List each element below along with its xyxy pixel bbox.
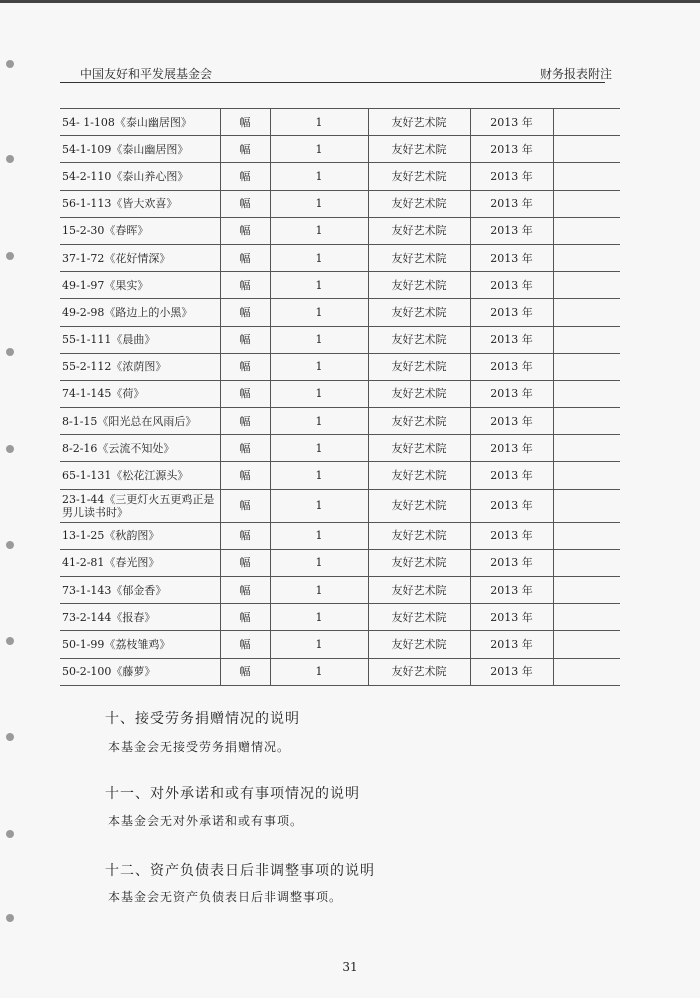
artwork-name-cell: 50-2-100《藤萝》 [60, 658, 220, 685]
quantity-cell: 1 [270, 326, 368, 353]
table-row [60, 299, 620, 326]
artwork-name-cell: 54- 1-108《泰山幽居图》 [60, 109, 220, 136]
year-cell: 2013 年 [470, 489, 553, 522]
unit-cell: 幅 [220, 326, 270, 353]
empty-cell [553, 631, 620, 658]
unit-cell: 幅 [220, 272, 270, 299]
donor-cell: 友好艺术院 [368, 326, 470, 353]
unit-cell: 幅 [220, 462, 270, 489]
year-cell: 2013 年 [470, 136, 553, 163]
unit-cell: 幅 [220, 577, 270, 604]
year-cell: 2013 年 [470, 217, 553, 244]
unit-cell: 幅 [220, 631, 270, 658]
unit-cell: 幅 [220, 549, 270, 576]
quantity-cell: 1 [270, 353, 368, 380]
quantity-cell: 1 [270, 380, 368, 407]
empty-cell [553, 109, 620, 136]
table-row [60, 163, 620, 190]
section-12-body: 本基金会无资产负债表日后非调整事项。 [108, 890, 343, 904]
quantity-cell: 1 [270, 217, 368, 244]
unit-cell: 幅 [220, 604, 270, 631]
section-11-body: 本基金会无对外承诺和或有事项。 [108, 814, 304, 828]
donor-cell: 友好艺术院 [368, 353, 470, 380]
empty-cell [553, 136, 620, 163]
empty-cell [553, 604, 620, 631]
donor-cell: 友好艺术院 [368, 631, 470, 658]
table-row [60, 326, 620, 353]
donor-cell: 友好艺术院 [368, 109, 470, 136]
table-row [60, 353, 620, 380]
quantity-cell: 1 [270, 489, 368, 522]
quantity-cell: 1 [270, 244, 368, 271]
donor-cell: 友好艺术院 [368, 244, 470, 271]
unit-cell: 幅 [220, 217, 270, 244]
quantity-cell: 1 [270, 522, 368, 549]
table-row [60, 136, 620, 163]
artwork-name-cell: 54-2-110《泰山养心图》 [60, 163, 220, 190]
quantity-cell: 1 [270, 549, 368, 576]
artwork-name-cell: 8-2-16《云流不知处》 [60, 435, 220, 462]
table-row [60, 380, 620, 407]
artwork-name-cell: 13-1-25《秋韵图》 [60, 522, 220, 549]
donor-cell: 友好艺术院 [368, 163, 470, 190]
year-cell: 2013 年 [470, 631, 553, 658]
header-org-name: 中国友好和平发展基金会 [80, 67, 213, 81]
year-cell: 2013 年 [470, 462, 553, 489]
unit-cell: 幅 [220, 489, 270, 522]
quantity-cell: 1 [270, 136, 368, 163]
section-10-title: 十、接受劳务捐赠情况的说明 [105, 711, 300, 727]
donor-cell: 友好艺术院 [368, 549, 470, 576]
punch-hole [6, 60, 14, 68]
donor-cell: 友好艺术院 [368, 604, 470, 631]
donor-cell: 友好艺术院 [368, 380, 470, 407]
punch-hole [6, 637, 14, 645]
header-rule [60, 82, 605, 83]
unit-cell: 幅 [220, 163, 270, 190]
artwork-name-cell: 74-1-145《荷》 [60, 380, 220, 407]
table-row [60, 604, 620, 631]
empty-cell [553, 299, 620, 326]
donor-cell: 友好艺术院 [368, 577, 470, 604]
artwork-name-cell: 49-2-98《路边上的小黑》 [60, 299, 220, 326]
table-row [60, 109, 620, 136]
quantity-cell: 1 [270, 462, 368, 489]
table-row [60, 190, 620, 217]
quantity-cell: 1 [270, 272, 368, 299]
empty-cell [553, 217, 620, 244]
table-row [60, 462, 620, 489]
unit-cell: 幅 [220, 136, 270, 163]
empty-cell [553, 408, 620, 435]
year-cell: 2013 年 [470, 522, 553, 549]
year-cell: 2013 年 [470, 435, 553, 462]
year-cell: 2013 年 [470, 353, 553, 380]
quantity-cell: 1 [270, 435, 368, 462]
year-cell: 2013 年 [470, 163, 553, 190]
year-cell: 2013 年 [470, 299, 553, 326]
year-cell: 2013 年 [470, 190, 553, 217]
unit-cell: 幅 [220, 109, 270, 136]
quantity-cell: 1 [270, 109, 368, 136]
empty-cell [553, 462, 620, 489]
unit-cell: 幅 [220, 244, 270, 271]
punch-hole [6, 733, 14, 741]
empty-cell [553, 658, 620, 685]
year-cell: 2013 年 [470, 244, 553, 271]
table-row [60, 658, 620, 685]
empty-cell [553, 577, 620, 604]
year-cell: 2013 年 [470, 604, 553, 631]
empty-cell [553, 353, 620, 380]
table-row [60, 522, 620, 549]
year-cell: 2013 年 [470, 549, 553, 576]
table-row [60, 549, 620, 576]
quantity-cell: 1 [270, 190, 368, 217]
donor-cell: 友好艺术院 [368, 190, 470, 217]
empty-cell [553, 380, 620, 407]
table-row [60, 272, 620, 299]
artwork-name-cell: 55-2-112《浓荫图》 [60, 353, 220, 380]
empty-cell [553, 244, 620, 271]
artwork-name-cell: 8-1-15《阳光总在风雨后》 [60, 408, 220, 435]
empty-cell [553, 190, 620, 217]
unit-cell: 幅 [220, 658, 270, 685]
punch-hole [6, 348, 14, 356]
quantity-cell: 1 [270, 658, 368, 685]
donor-cell: 友好艺术院 [368, 136, 470, 163]
unit-cell: 幅 [220, 435, 270, 462]
artwork-name-cell: 65-1-131《松花江源头》 [60, 462, 220, 489]
section-10-body: 本基金会无接受劳务捐赠情况。 [108, 740, 291, 754]
punch-hole [6, 830, 14, 838]
table-row [60, 217, 620, 244]
page-number: 31 [342, 960, 358, 974]
section-11-title: 十一、对外承诺和或有事项情况的说明 [105, 786, 360, 802]
punch-hole [6, 252, 14, 260]
empty-cell [553, 435, 620, 462]
unit-cell: 幅 [220, 522, 270, 549]
table-row [60, 489, 620, 522]
empty-cell [553, 522, 620, 549]
table-row [60, 408, 620, 435]
unit-cell: 幅 [220, 299, 270, 326]
punch-hole [6, 914, 14, 922]
artwork-name-cell: 54-1-109《泰山幽居图》 [60, 136, 220, 163]
year-cell: 2013 年 [470, 326, 553, 353]
donated-artworks-table [60, 108, 620, 686]
donor-cell: 友好艺术院 [368, 299, 470, 326]
artwork-name-cell: 37-1-72《花好情深》 [60, 244, 220, 271]
empty-cell [553, 272, 620, 299]
donor-cell: 友好艺术院 [368, 522, 470, 549]
artwork-name-cell: 15-2-30《春晖》 [60, 217, 220, 244]
table-row [60, 577, 620, 604]
quantity-cell: 1 [270, 163, 368, 190]
artwork-name-cell: 41-2-81《春光图》 [60, 549, 220, 576]
artwork-name-cell: 49-1-97《果实》 [60, 272, 220, 299]
year-cell: 2013 年 [470, 408, 553, 435]
empty-cell [553, 549, 620, 576]
year-cell: 2013 年 [470, 272, 553, 299]
quantity-cell: 1 [270, 299, 368, 326]
scan-top-edge [0, 0, 700, 3]
punch-hole [6, 155, 14, 163]
quantity-cell: 1 [270, 577, 368, 604]
empty-cell [553, 489, 620, 522]
table-row [60, 244, 620, 271]
punch-hole [6, 541, 14, 549]
unit-cell: 幅 [220, 353, 270, 380]
header-doc-title: 财务报表附注 [539, 67, 612, 81]
quantity-cell: 1 [270, 631, 368, 658]
unit-cell: 幅 [220, 190, 270, 217]
donor-cell: 友好艺术院 [368, 408, 470, 435]
unit-cell: 幅 [220, 408, 270, 435]
donor-cell: 友好艺术院 [368, 658, 470, 685]
punch-hole [6, 445, 14, 453]
table-row [60, 631, 620, 658]
artwork-name-cell: 56-1-113《皆大欢喜》 [60, 190, 220, 217]
donor-cell: 友好艺术院 [368, 462, 470, 489]
unit-cell: 幅 [220, 380, 270, 407]
artwork-name-cell: 55-1-111《晨曲》 [60, 326, 220, 353]
artwork-name-cell: 23-1-44《三更灯火五更鸡正是男儿读书时》 [60, 489, 220, 522]
artwork-name-cell: 73-2-144《报春》 [60, 604, 220, 631]
artwork-name-cell: 50-1-99《荔枝雏鸡》 [60, 631, 220, 658]
year-cell: 2013 年 [470, 577, 553, 604]
year-cell: 2013 年 [470, 380, 553, 407]
artwork-name-cell: 73-1-143《郁金香》 [60, 577, 220, 604]
empty-cell [553, 163, 620, 190]
section-12-title: 十二、资产负债表日后非调整事项的说明 [105, 863, 375, 879]
table-row [60, 435, 620, 462]
donor-cell: 友好艺术院 [368, 435, 470, 462]
quantity-cell: 1 [270, 408, 368, 435]
donor-cell: 友好艺术院 [368, 272, 470, 299]
empty-cell [553, 326, 620, 353]
quantity-cell: 1 [270, 604, 368, 631]
donor-cell: 友好艺术院 [368, 217, 470, 244]
donor-cell: 友好艺术院 [368, 489, 470, 522]
year-cell: 2013 年 [470, 109, 553, 136]
year-cell: 2013 年 [470, 658, 553, 685]
